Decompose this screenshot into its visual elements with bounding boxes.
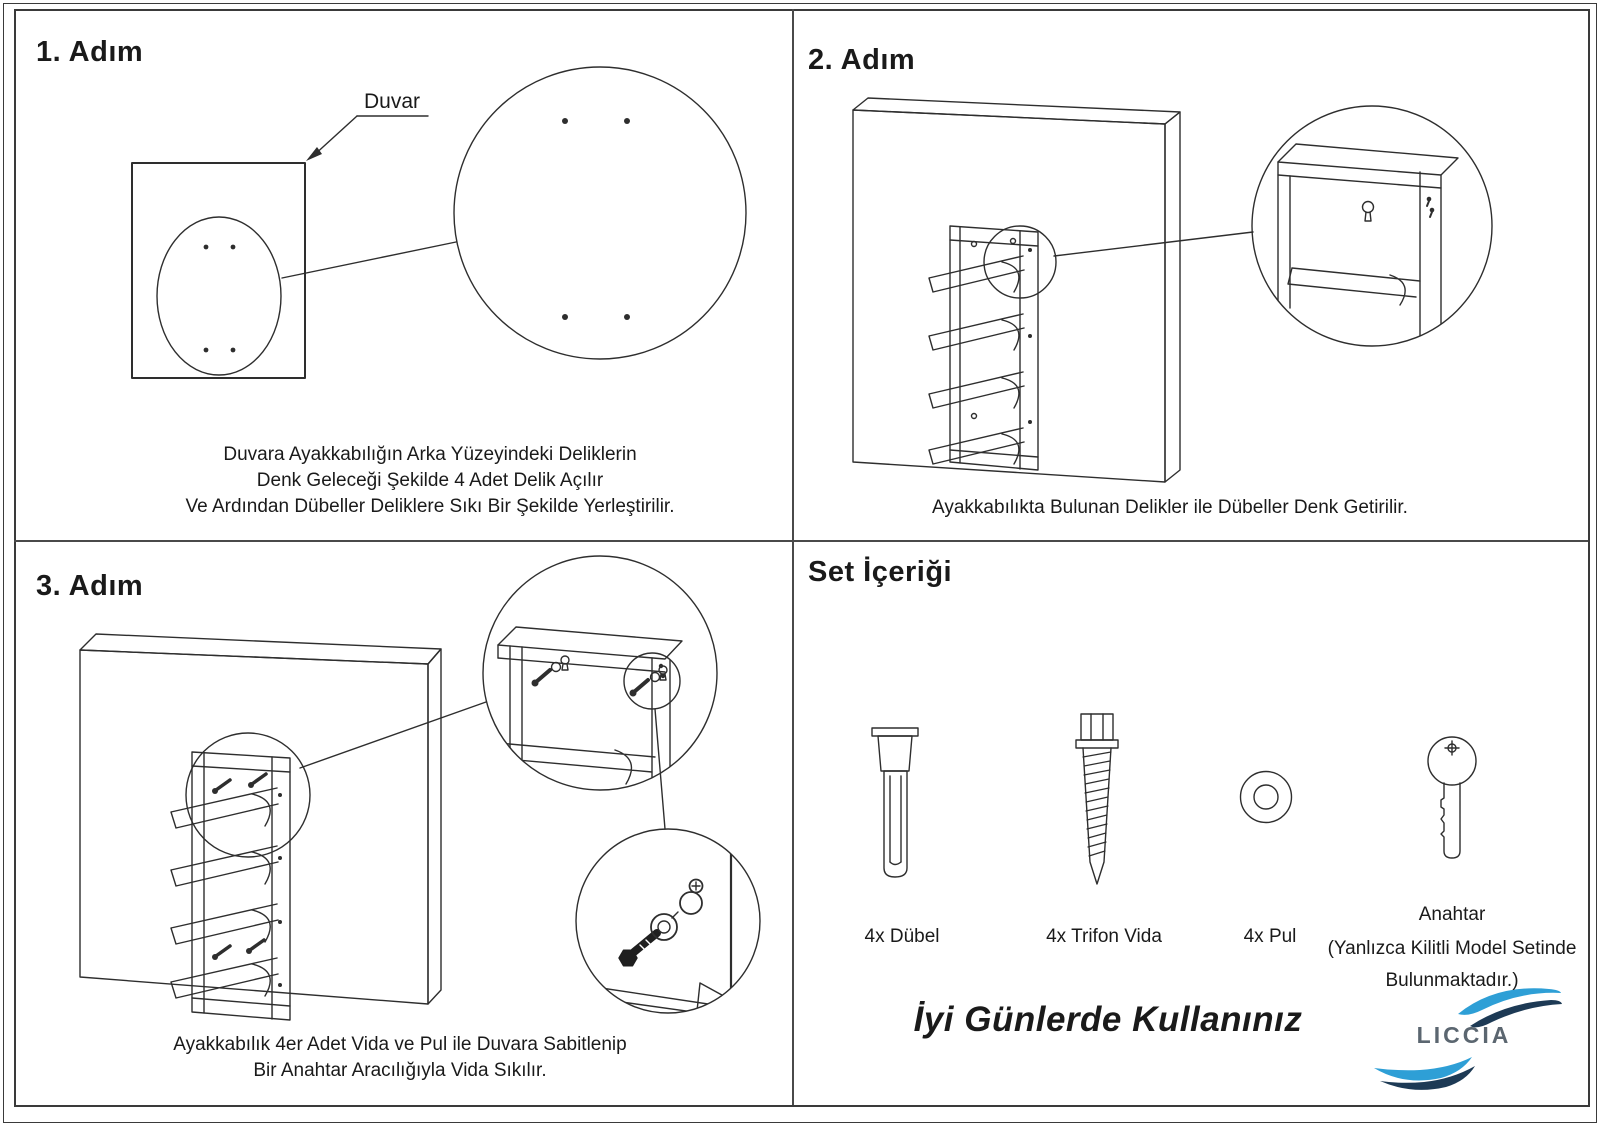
step3-caption-line1: Ayakkabılık 4er Adet Vida ve Pul ile Duvara Sabitlenip [173, 1034, 627, 1055]
screw-drawing [1076, 714, 1118, 884]
key-drawing [1428, 737, 1476, 858]
step2-caption-line1: Ayakkabılıkta Bulunan Delikler ile Dübeller Denk Getirilir. [932, 497, 1408, 518]
step2-title: 2. Adım [808, 44, 916, 76]
drill-area-circle [157, 217, 281, 375]
key-note-line2: Bulunmaktadır.) [1385, 970, 1519, 991]
washer-drawing [1241, 772, 1292, 823]
liccia-logo-text: LICCIA [1416, 1022, 1512, 1048]
key-note-line1: (Yanlızca Kilitli Model Setinde [1327, 938, 1577, 959]
fastener-detail-circle [576, 829, 760, 1016]
step2-drawing [853, 98, 1492, 482]
cabinet-flaps [929, 256, 1024, 464]
washer-glyph [651, 912, 678, 940]
dowel-drawing [872, 728, 918, 877]
step3-title: 3. Adım [36, 570, 144, 602]
step1-caption-line1: Duvara Ayakkabılığın Arka Yüzeyindeki Deliklerin [223, 444, 637, 465]
detail-connector [300, 702, 486, 768]
corner-detail-circle [1252, 106, 1492, 353]
detail-connector [655, 709, 665, 829]
washer-label: 4x Pul [1243, 926, 1297, 947]
detail-connector [1054, 232, 1253, 256]
slogan-text: İyi Günlerde Kullanınız [913, 1000, 1303, 1039]
set-contents-drawings [872, 714, 1476, 884]
step1-caption-line3: Ve Ardından Dübeller Deliklere Sıkı Bir Şekilde Yerleştirilir. [185, 496, 675, 517]
key-label: Anahtar [1418, 904, 1486, 925]
duvar-leader-arrow [306, 116, 428, 161]
step3-caption-line2: Bir Anahtar Aracılığıyla Vida Sıkılır. [253, 1060, 547, 1081]
cabinet-flaps [171, 788, 278, 998]
top-detail-circle [483, 556, 717, 803]
drill-detail-circle [454, 67, 746, 359]
screw-glyph [619, 933, 657, 966]
shoe-cabinet [171, 752, 290, 1020]
step1-drawing [132, 67, 746, 378]
wall-label: Duvar [363, 90, 421, 113]
side-dots [278, 793, 282, 987]
step3-drawing [80, 556, 760, 1020]
screw-label: 4x Trifon Vida [1046, 926, 1162, 947]
set-contents-title: Set İçeriği [808, 556, 953, 588]
keyhole-glyph [680, 880, 703, 915]
step1-caption-line2: Denk Geleceği Şekilde 4 Adet Delik Açılır [256, 470, 604, 491]
wall-panel [853, 98, 1180, 482]
wall-panel [80, 634, 441, 1004]
screw-in-keyhole [532, 656, 570, 687]
wall-square [132, 163, 305, 378]
detail-connector [282, 242, 456, 278]
dowel-label: 4x Dübel [864, 926, 940, 947]
step1-title: 1. Adım [36, 36, 144, 68]
